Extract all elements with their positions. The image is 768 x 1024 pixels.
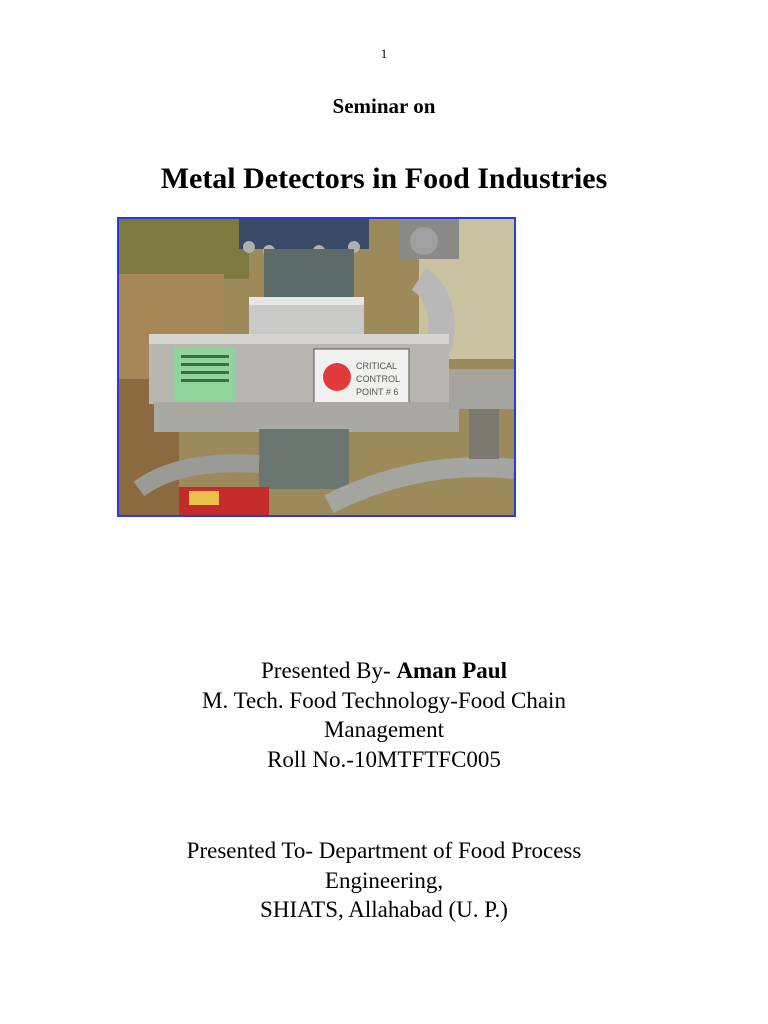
- document-title: Metal Detectors in Food Industries: [160, 162, 608, 195]
- page-number: 1: [380, 46, 388, 61]
- presented-by-line: [0, 656, 768, 686]
- program-line-1: M. Tech. Food Technology-Food Chain: [202, 687, 566, 713]
- sign-line-2: CONTROL: [356, 374, 401, 384]
- seminar-subtitle: Seminar on: [332, 94, 436, 118]
- metal-detector-photo: [117, 217, 516, 517]
- program-line-2: Management: [323, 717, 445, 742]
- sign-line-3: POINT # 6: [356, 387, 399, 397]
- presented-to-block: [0, 836, 768, 925]
- presented-to-line-1: Presented To- Department of Food Process: [186, 838, 582, 863]
- sign-line-1: CRITICAL: [356, 361, 398, 371]
- roll-number: Roll No.-10MTFTFC005: [267, 746, 501, 772]
- presenter-block: [0, 656, 768, 774]
- presented-to-line-2: Engineering,: [324, 867, 444, 893]
- presenter-name: Aman Paul: [396, 658, 507, 683]
- presented-to-line-3: SHIATS, Allahabad (U. P.): [260, 897, 508, 922]
- presented-by-prefix: Presented By-: [261, 658, 397, 683]
